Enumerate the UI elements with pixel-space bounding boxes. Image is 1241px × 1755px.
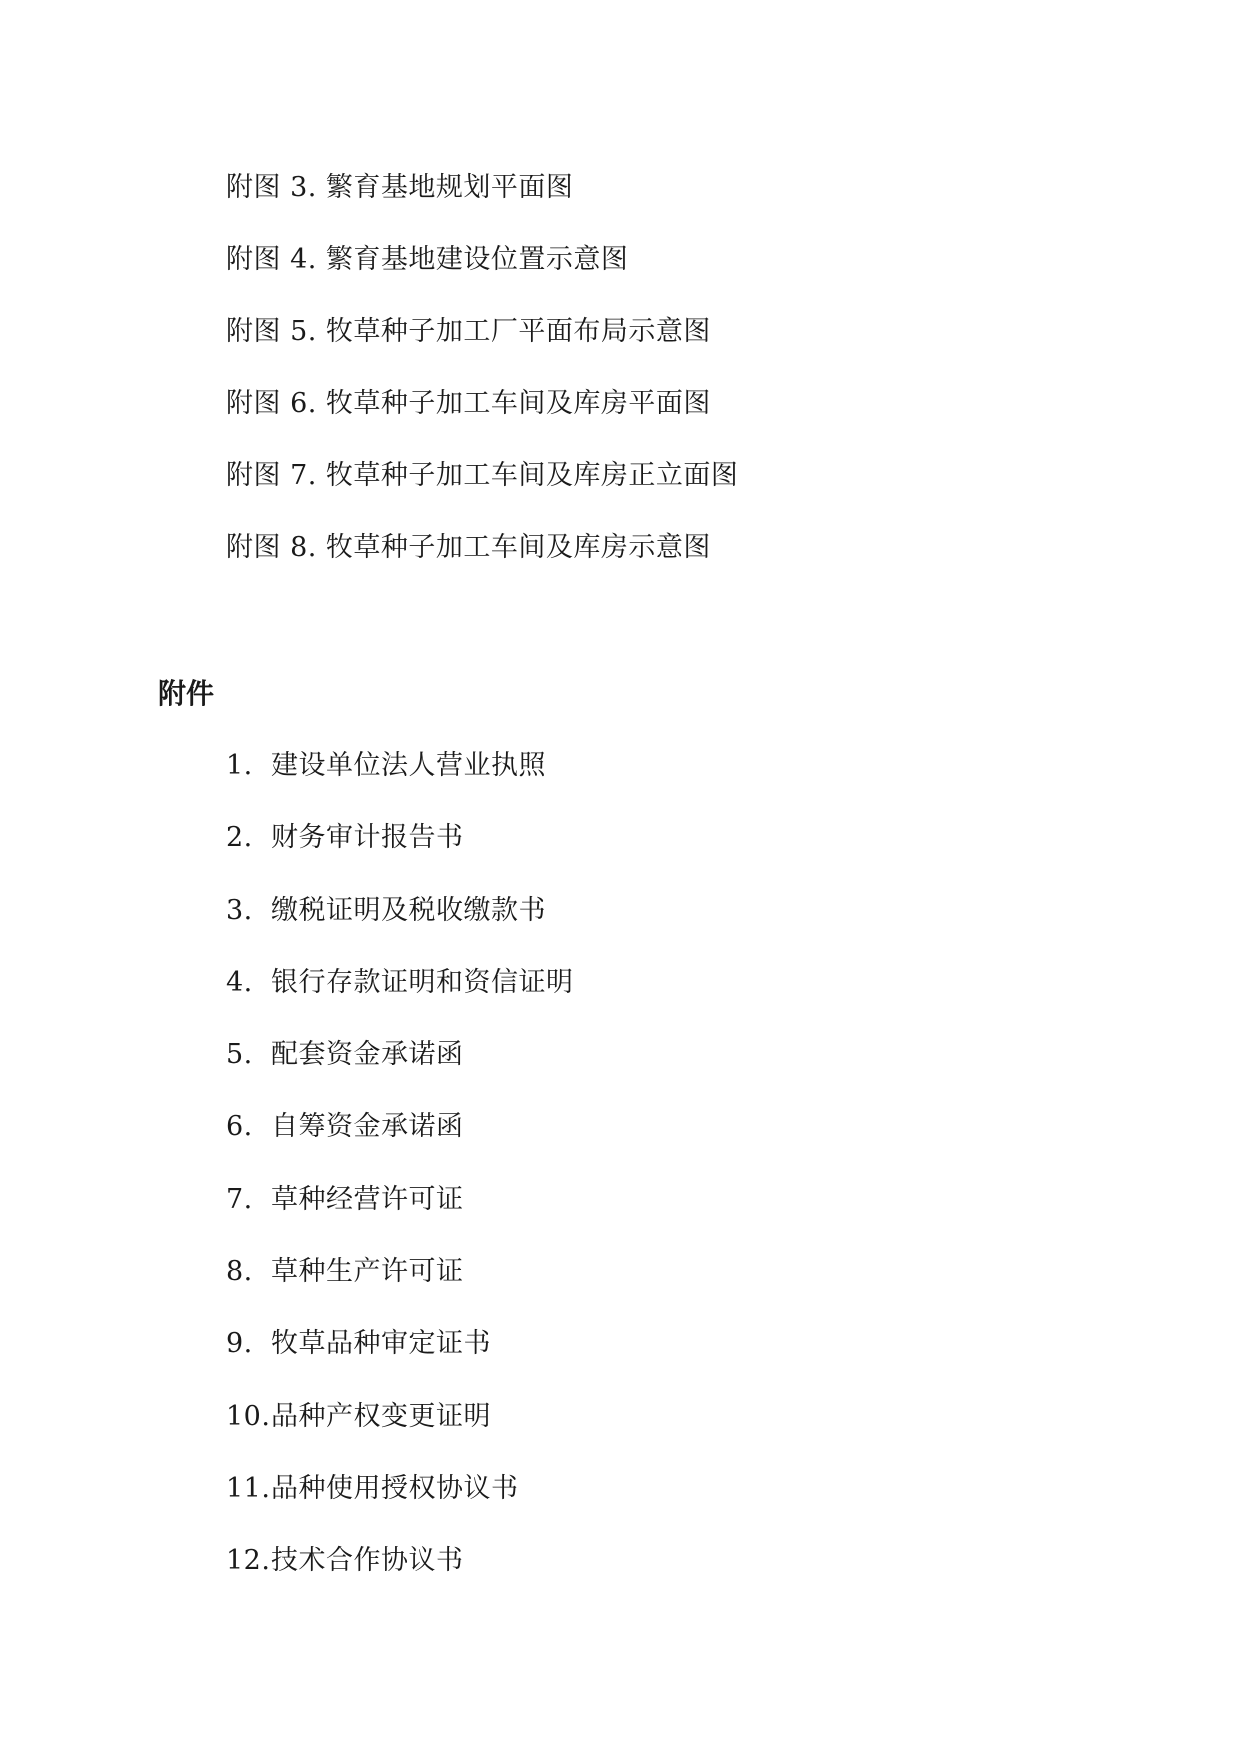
attachment-title: 牧草品种审定证书 [271,1328,491,1360]
attachments-heading: 附件 [158,677,215,710]
attachment-title: 银行存款证明和资信证明 [271,966,574,998]
attachment-item [226,1469,574,1541]
attachment-title: 草种经营许可证 [271,1183,464,1215]
attachment-number: 5. [226,1039,253,1071]
attachment-item [226,1324,574,1396]
attachment-title: 建设单位法人营业执照 [271,750,546,781]
attachment-item [226,1541,574,1613]
attachment-title: 草种生产许可证 [271,1256,464,1288]
attachment-item [226,746,574,818]
attachment-number: 11. [226,1472,271,1504]
attachment-title: 品种产权变更证明 [271,1400,491,1432]
figure-item: 附图 5. 牧草种子加工厂平面布局示意图 [226,316,711,347]
attachment-item [226,1180,574,1252]
attachment-list [226,746,574,1614]
attachment-number: 2. [226,822,253,854]
attachment-item [226,1035,574,1107]
attachment-number: 7. [226,1183,253,1215]
attachment-item [226,1252,574,1324]
attachment-title: 财务审计报告书 [271,822,464,854]
attachment-title: 配套资金承诺函 [271,1039,464,1071]
attachment-item [226,818,574,890]
attachment-number: 12. [226,1545,271,1577]
attachment-item [226,1107,574,1179]
figure-item: 附图 4. 繁育基地建设位置示意图 [226,244,629,275]
attachment-number: 3. [226,894,253,926]
attachment-number: 6. [226,1111,253,1143]
figure-item: 附图 8. 牧草种子加工车间及库房示意图 [226,532,711,563]
attachment-number: 10. [226,1400,271,1432]
attachment-number: 8. [226,1256,253,1288]
attachment-item [226,963,574,1035]
attachment-number: 4. [226,966,253,998]
attachment-title: 自筹资金承诺函 [271,1111,464,1143]
attachment-item [226,1397,574,1469]
attachment-number: 9. [226,1328,253,1360]
attachment-title: 缴税证明及税收缴款书 [271,894,546,926]
figure-item: 附图 6. 牧草种子加工车间及库房平面图 [226,388,711,419]
figure-item: 附图 3. 繁育基地规划平面图 [226,172,574,203]
attachment-item [226,891,574,963]
figure-list [226,168,738,600]
attachment-title: 技术合作协议书 [271,1545,464,1577]
attachment-number: 1. [226,750,253,781]
figure-item: 附图 7. 牧草种子加工车间及库房正立面图 [226,460,739,491]
attachment-title: 品种使用授权协议书 [271,1472,519,1504]
